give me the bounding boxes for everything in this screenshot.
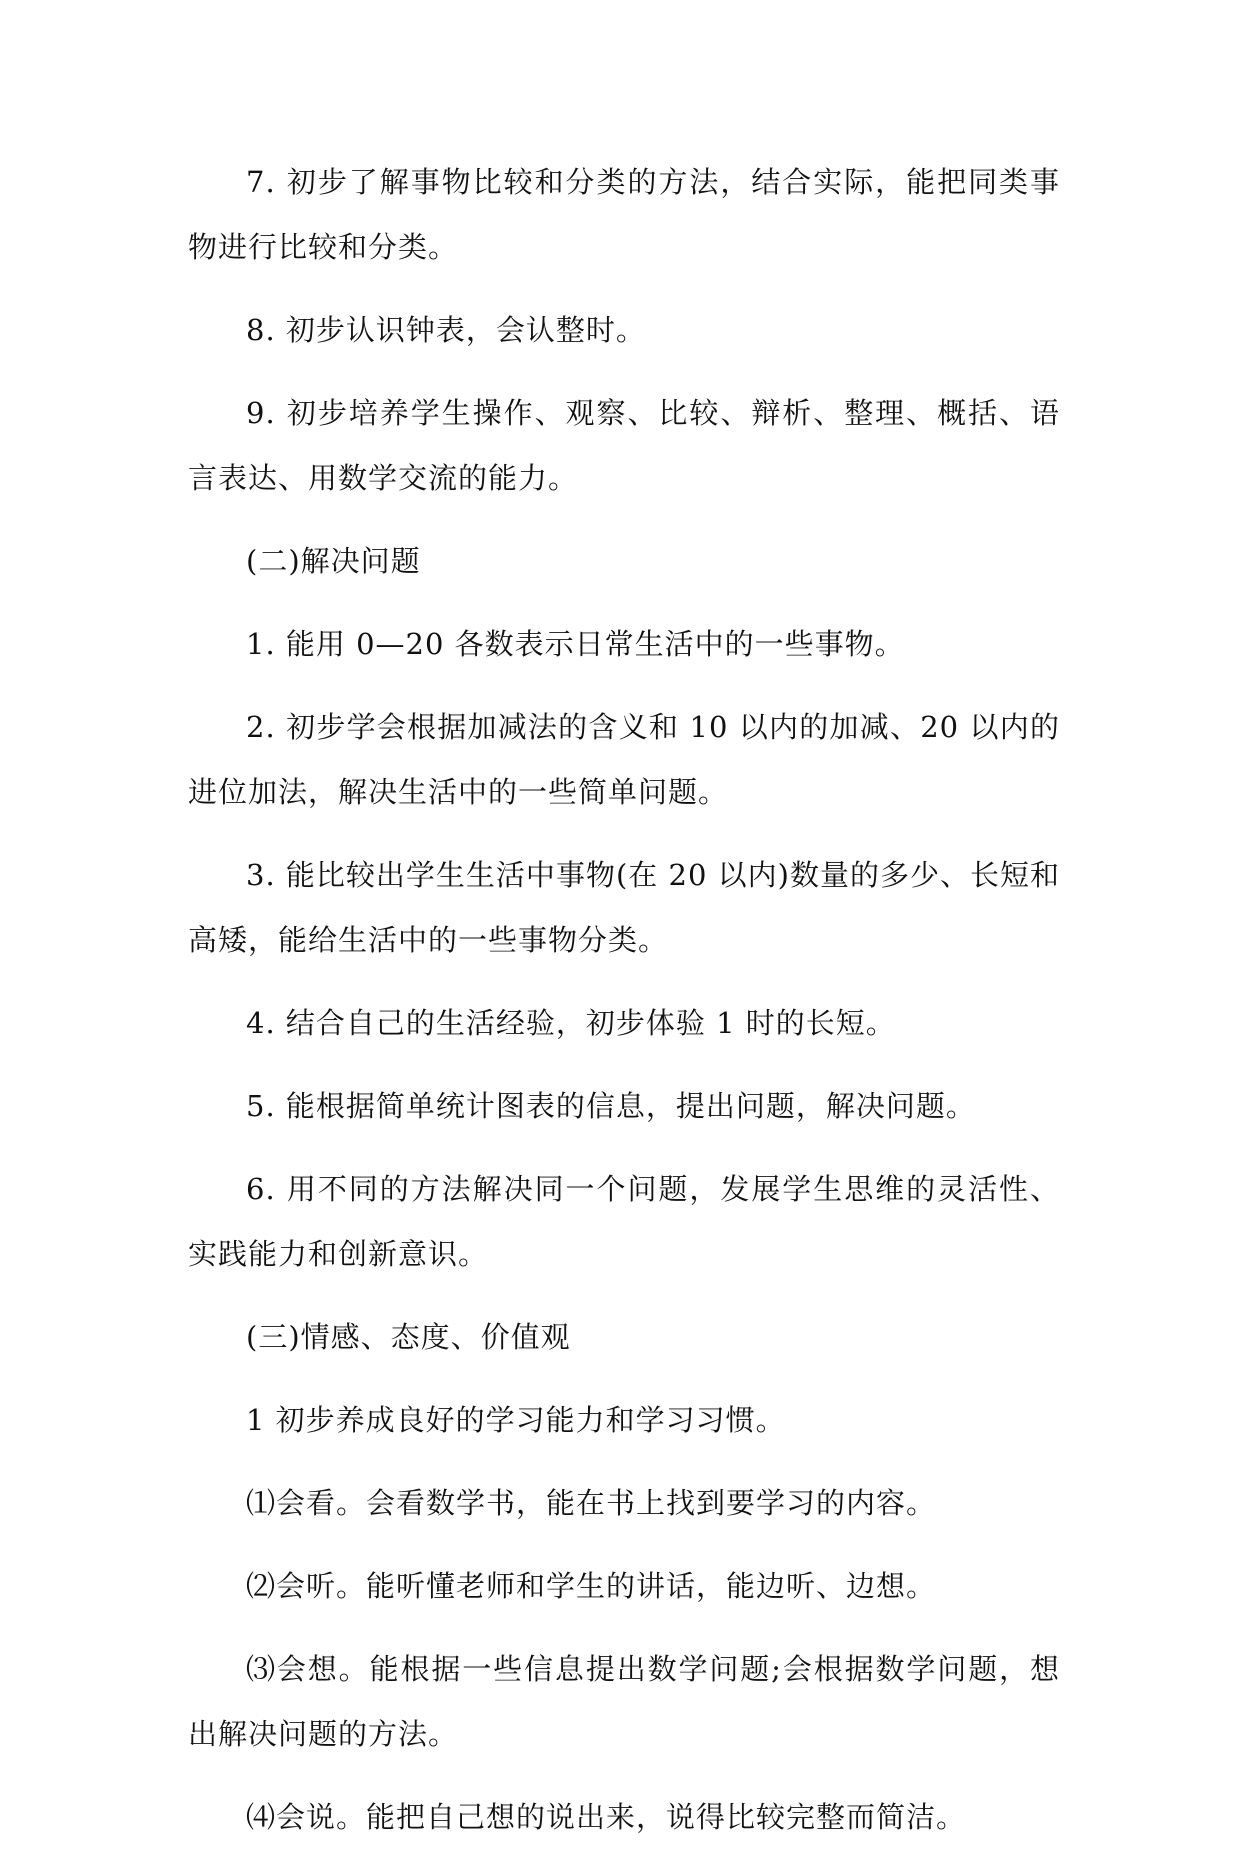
paragraph-item-4: 4. 结合自己的生活经验，初步体验 1 时的长短。: [246, 1006, 896, 1040]
paragraph-sub-look: ⑴会看。会看数学书，能在书上找到要学习的内容。: [246, 1486, 937, 1520]
paragraph-item-2: 2. 初步学会根据加减法的含义和 10 以内的加减、20 以内的进位加法，解决生活中的一些简单问题。: [188, 710, 1060, 809]
paragraph-item-1: 1. 能用 0—20 各数表示日常生活中的一些事物。: [246, 627, 905, 661]
paragraph-sub-speak: ⑷会说。能把自己想的说出来，说得比较完整而简洁。: [246, 1800, 967, 1834]
paragraph-item-3: 3. 能比较出学生生活中事物(在 20 以内)数量的多少、长短和高矮，能给生活中的一些事物分类。: [188, 858, 1060, 957]
paragraph-item-5: 5. 能根据简单统计图表的信息，提出问题，解决问题。: [246, 1089, 976, 1123]
paragraph-item-7: 7. 初步了解事物比较和分类的方法，结合实际，能把同类事物进行比较和分类。: [188, 165, 1060, 264]
paragraph-item-8: 8. 初步认识钟表，会认整时。: [246, 313, 646, 347]
paragraph-sub-listen: ⑵会听。能听懂老师和学生的讲话，能边听、边想。: [246, 1569, 937, 1603]
section-heading-problem-solving: (二)解决问题: [246, 544, 421, 578]
paragraph-item-6: 6. 用不同的方法解决同一个问题，发展学生思维的灵活性、实践能力和创新意识。: [188, 1172, 1060, 1271]
paragraph-sub-think: ⑶会想。能根据一些信息提出数学问题;会根据数学问题，想出解决问题的方法。: [188, 1652, 1060, 1751]
section-heading-attitudes-values: (三)情感、态度、价值观: [246, 1320, 571, 1354]
body-text: [188, 150, 1060, 1868]
paragraph-learning-habits: 1 初步养成良好的学习能力和学习习惯。: [246, 1403, 786, 1437]
paragraph-item-9: 9. 初步培养学生操作、观察、比较、辩析、整理、概括、语言表达、用数学交流的能力。: [188, 396, 1060, 495]
